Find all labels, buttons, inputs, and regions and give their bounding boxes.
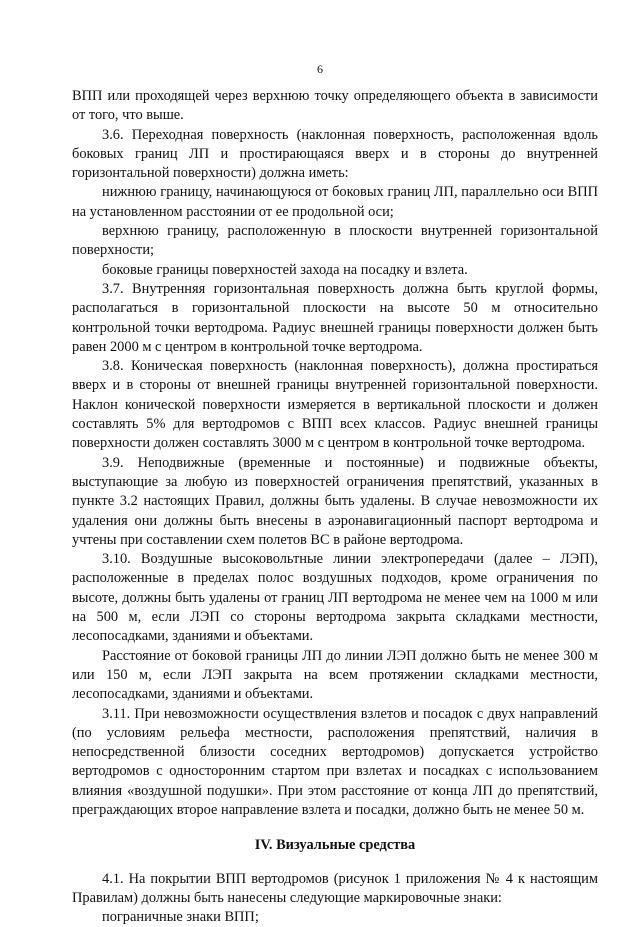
paragraph-3-6-lower-boundary: нижнюю границу, начинающуюся от боковых границ ЛП, параллельно оси ВПП на установленном расстоянии от ее продольной оси; xyxy=(72,184,598,220)
paragraph-3-6: 3.6. Переходная поверхность (наклонная поверхность, расположенная вдоль боковых границ ЛП и простирающаяся вверх и в стороны до внутренней горизонтальной поверхности) должна иметь: xyxy=(72,126,598,182)
section-title: IV. Визуальные средства xyxy=(254,837,416,854)
paragraph-3-9: 3.9. Неподвижные (временные и постоянные) и подвижные объекты, выступающие за любую из поверхностей ограничения препятствий, указанных в пункте 3.2 настоящих Правил, должны быть удалены. В случае невозможности их удаления они должны быть внесены в аэронавигационный паспорт вертодрома и учтены при составлении схем полетов ВС в районе вертодрома. xyxy=(72,454,598,548)
paragraph-4-1-item: пограничные знаки ВПП; xyxy=(102,909,259,926)
paragraph-4-1: 4.1. На покрытии ВПП вертодромов (рисунок 1 приложения № 4 к настоящим Правилам) должны быть нанесены следующие маркировочные знаки: xyxy=(72,870,598,906)
paragraph-3-6-side-boundaries: боковые границы поверхностей захода на посадку и взлета. xyxy=(102,261,468,278)
paragraph-3-10: 3.10. Воздушные высоковольтные линии электропередачи (далее – ЛЭП), расположенные в пределах полос воздушных подходов, кроме ограничения по высоте, должны быть удалены от границ ЛП вертодрома не менее чем на 1000 м или на 500 м, если ЛЭП со стороны вертодрома закрыта складками местности, лесопосадками, зданиями и объектами. xyxy=(72,551,598,645)
paragraph-3-7: 3.7. Внутренняя горизонтальная поверхность должна быть круглой формы, располагаться в горизонтальной плоскости на высоте 50 м относительно контрольной точки вертодрома. Радиус внешней границы поверхности должен быть равен 2000 м с центром в контрольной точке вертодрома. xyxy=(72,280,598,355)
document-body xyxy=(72,87,598,927)
paragraph-continuation: ВПП или проходящей через верхнюю точку определяющего объекта в зависимости от того, что выше. xyxy=(72,88,598,124)
paragraph-3-11: 3.11. При невозможности осуществления взлетов и посадок с двух направлений (по условиям рельефа местности, расположения препятствий, наличия в непосредственной близости соседних вертодромов) допускается устройство вертодромов с односторонним стартом при взлетах и посадках с использованием влияния «воздушной подушки». При этом расстояние от конца ЛП до препятствий, преграждающих второе направление взлета и посадки, должно быть не менее 50 м. xyxy=(72,705,598,818)
paragraph-3-8: 3.8. Коническая поверхность (наклонная поверхность), должна простираться вверх и в стороны от внешней границы внутренней горизонтальной поверхности. Наклон конической поверхности измеряется в вертикальной плоскости и должен составлять 5% для вертодромов с ВПП всех классов. Радиус внешней границы поверхности должен составлять 3000 м с центром в контрольной точке вертодрома. xyxy=(72,358,598,452)
paragraph-3-6-upper-boundary: верхнюю границу, расположенную в плоскости внутренней горизонтальной поверхности; xyxy=(72,223,598,259)
page-number: 6 xyxy=(317,62,323,76)
paragraph-3-10-distance: Расстояние от боковой границы ЛП до линии ЛЭП должно быть не менее 300 м или 150 м, если ЛЭП закрыта на всем протяжении складками местности, лесопосадками, зданиями и объектами. xyxy=(72,647,598,703)
